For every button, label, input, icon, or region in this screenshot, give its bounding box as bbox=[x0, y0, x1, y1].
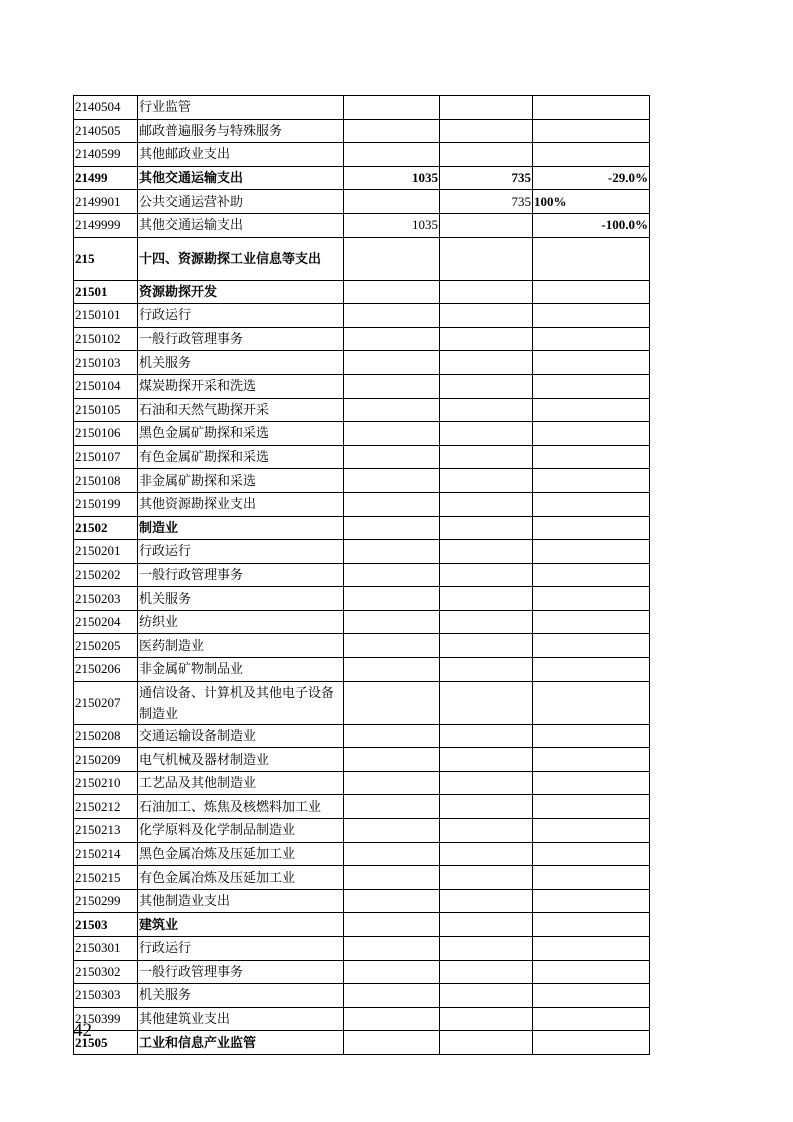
table-row bbox=[74, 166, 650, 190]
row-name-cell: 公共交通运营补助 bbox=[138, 190, 344, 214]
row-name-cell: 行政运行 bbox=[138, 540, 344, 564]
row-value-1-cell bbox=[344, 866, 440, 890]
row-code-cell: 2150208 bbox=[74, 724, 138, 748]
row-name-cell: 机关服务 bbox=[138, 984, 344, 1008]
row-code-cell: 2150202 bbox=[74, 563, 138, 587]
row-value-2-cell bbox=[440, 658, 533, 682]
row-value-2-cell bbox=[440, 748, 533, 772]
row-name-cell: 工业和信息产业监管 bbox=[138, 1031, 344, 1055]
table-row bbox=[74, 190, 650, 214]
row-code-cell: 2150102 bbox=[74, 327, 138, 351]
row-code-cell: 2150203 bbox=[74, 587, 138, 611]
row-value-1-cell bbox=[344, 658, 440, 682]
row-change-cell: -29.0% bbox=[533, 166, 650, 190]
row-value-1-cell bbox=[344, 540, 440, 564]
row-change-cell bbox=[533, 748, 650, 772]
row-value-2-cell bbox=[440, 469, 533, 493]
row-change-cell bbox=[533, 563, 650, 587]
row-change-cell bbox=[533, 237, 650, 280]
row-name-cell: 建筑业 bbox=[138, 913, 344, 937]
row-code-cell: 2150204 bbox=[74, 610, 138, 634]
row-name-cell: 黑色金属冶炼及压延加工业 bbox=[138, 842, 344, 866]
row-value-2-cell bbox=[440, 587, 533, 611]
row-name-cell: 非金属矿勘探和采选 bbox=[138, 469, 344, 493]
row-name-cell: 一般行政管理事务 bbox=[138, 563, 344, 587]
row-value-2-cell bbox=[440, 1007, 533, 1031]
row-change-cell bbox=[533, 445, 650, 469]
row-code-cell: 2150214 bbox=[74, 842, 138, 866]
row-value-1-cell bbox=[344, 492, 440, 516]
table-row bbox=[74, 398, 650, 422]
row-value-1-cell bbox=[344, 819, 440, 843]
row-name-cell: 资源勘探开发 bbox=[138, 280, 344, 304]
row-code-cell: 2150206 bbox=[74, 658, 138, 682]
row-value-2-cell bbox=[440, 280, 533, 304]
row-name-cell: 其他交通运输支出 bbox=[138, 166, 344, 190]
table-row bbox=[74, 587, 650, 611]
row-name-cell: 其他邮政业支出 bbox=[138, 143, 344, 167]
row-value-1-cell bbox=[344, 516, 440, 540]
row-change-cell bbox=[533, 937, 650, 961]
row-value-1-cell bbox=[344, 190, 440, 214]
row-code-cell: 2150399 bbox=[74, 1007, 138, 1031]
row-change-cell bbox=[533, 1007, 650, 1031]
row-name-cell: 有色金属冶炼及压延加工业 bbox=[138, 866, 344, 890]
row-name-cell: 行政运行 bbox=[138, 304, 344, 328]
row-name-cell: 十四、资源勘探工业信息等支出 bbox=[138, 237, 344, 280]
row-name-cell: 工艺品及其他制造业 bbox=[138, 771, 344, 795]
row-value-2-cell bbox=[440, 724, 533, 748]
row-name-cell: 通信设备、计算机及其他电子设备制造业 bbox=[138, 681, 344, 724]
row-change-cell bbox=[533, 819, 650, 843]
row-code-cell: 2150205 bbox=[74, 634, 138, 658]
table-row bbox=[74, 658, 650, 682]
row-value-2-cell bbox=[440, 866, 533, 890]
table-row bbox=[74, 795, 650, 819]
row-value-2-cell bbox=[440, 445, 533, 469]
table-row bbox=[74, 237, 650, 280]
row-value-1-cell bbox=[344, 634, 440, 658]
row-code-cell: 2150209 bbox=[74, 748, 138, 772]
row-value-1-cell bbox=[344, 563, 440, 587]
row-name-cell: 邮政普遍服务与特殊服务 bbox=[138, 119, 344, 143]
row-change-cell bbox=[533, 913, 650, 937]
row-value-2-cell bbox=[440, 1031, 533, 1055]
row-name-cell: 行政运行 bbox=[138, 937, 344, 961]
row-value-2-cell bbox=[440, 795, 533, 819]
row-value-1-cell bbox=[344, 771, 440, 795]
row-value-2-cell bbox=[440, 937, 533, 961]
row-value-2-cell: 735 bbox=[440, 166, 533, 190]
table-row bbox=[74, 610, 650, 634]
row-value-1-cell bbox=[344, 422, 440, 446]
row-value-1-cell bbox=[344, 795, 440, 819]
row-value-1-cell bbox=[344, 445, 440, 469]
row-value-2-cell bbox=[440, 143, 533, 167]
row-code-cell: 2149901 bbox=[74, 190, 138, 214]
table-row bbox=[74, 119, 650, 143]
row-change-cell: 100% bbox=[533, 190, 650, 214]
row-value-2-cell: 735 bbox=[440, 190, 533, 214]
row-name-cell: 纺织业 bbox=[138, 610, 344, 634]
row-value-1-cell bbox=[344, 960, 440, 984]
row-change-cell bbox=[533, 960, 650, 984]
budget-table bbox=[73, 95, 650, 1055]
row-value-1-cell bbox=[344, 398, 440, 422]
table-row bbox=[74, 492, 650, 516]
row-code-cell: 2150106 bbox=[74, 422, 138, 446]
row-value-1-cell bbox=[344, 119, 440, 143]
row-code-cell: 215 bbox=[74, 237, 138, 280]
row-value-2-cell bbox=[440, 398, 533, 422]
row-value-1-cell bbox=[344, 984, 440, 1008]
row-value-2-cell bbox=[440, 351, 533, 375]
table-row bbox=[74, 913, 650, 937]
row-code-cell: 21503 bbox=[74, 913, 138, 937]
row-code-cell: 2150212 bbox=[74, 795, 138, 819]
row-value-1-cell bbox=[344, 913, 440, 937]
row-change-cell bbox=[533, 304, 650, 328]
row-code-cell: 2149999 bbox=[74, 213, 138, 237]
table-row bbox=[74, 937, 650, 961]
table-row bbox=[74, 842, 650, 866]
row-value-1-cell bbox=[344, 304, 440, 328]
row-value-2-cell bbox=[440, 422, 533, 446]
table-row bbox=[74, 771, 650, 795]
row-change-cell bbox=[533, 771, 650, 795]
table-row bbox=[74, 445, 650, 469]
row-code-cell: 2150103 bbox=[74, 351, 138, 375]
row-code-cell: 2150207 bbox=[74, 681, 138, 724]
row-code-cell: 2150210 bbox=[74, 771, 138, 795]
table-row bbox=[74, 819, 650, 843]
table-row bbox=[74, 1007, 650, 1031]
row-value-2-cell bbox=[440, 681, 533, 724]
row-code-cell: 2150105 bbox=[74, 398, 138, 422]
row-name-cell: 制造业 bbox=[138, 516, 344, 540]
row-name-cell: 有色金属矿勘探和采选 bbox=[138, 445, 344, 469]
row-code-cell: 2150302 bbox=[74, 960, 138, 984]
row-value-2-cell bbox=[440, 213, 533, 237]
row-change-cell bbox=[533, 842, 650, 866]
table-row bbox=[74, 143, 650, 167]
row-change-cell bbox=[533, 96, 650, 120]
row-change-cell bbox=[533, 681, 650, 724]
row-change-cell bbox=[533, 658, 650, 682]
row-value-2-cell bbox=[440, 913, 533, 937]
row-change-cell bbox=[533, 724, 650, 748]
row-value-1-cell bbox=[344, 889, 440, 913]
row-code-cell: 2150107 bbox=[74, 445, 138, 469]
row-name-cell: 其他资源勘探业支出 bbox=[138, 492, 344, 516]
row-value-2-cell bbox=[440, 819, 533, 843]
row-code-cell: 2140504 bbox=[74, 96, 138, 120]
row-value-1-cell bbox=[344, 842, 440, 866]
row-name-cell: 石油和天然气勘探开采 bbox=[138, 398, 344, 422]
row-value-2-cell bbox=[440, 610, 533, 634]
row-value-2-cell bbox=[440, 237, 533, 280]
row-value-1-cell bbox=[344, 1007, 440, 1031]
row-value-2-cell bbox=[440, 119, 533, 143]
table-row bbox=[74, 96, 650, 120]
row-code-cell: 2150201 bbox=[74, 540, 138, 564]
row-name-cell: 医药制造业 bbox=[138, 634, 344, 658]
row-change-cell: -100.0% bbox=[533, 213, 650, 237]
row-code-cell: 2150299 bbox=[74, 889, 138, 913]
row-value-1-cell bbox=[344, 143, 440, 167]
row-code-cell: 2150108 bbox=[74, 469, 138, 493]
table-row bbox=[74, 1031, 650, 1055]
row-name-cell: 一般行政管理事务 bbox=[138, 327, 344, 351]
row-name-cell: 化学原料及化学制品制造业 bbox=[138, 819, 344, 843]
row-change-cell bbox=[533, 280, 650, 304]
row-change-cell bbox=[533, 469, 650, 493]
row-change-cell bbox=[533, 119, 650, 143]
row-code-cell: 2150101 bbox=[74, 304, 138, 328]
row-name-cell: 非金属矿物制品业 bbox=[138, 658, 344, 682]
table-row bbox=[74, 469, 650, 493]
row-code-cell: 2150215 bbox=[74, 866, 138, 890]
row-name-cell: 石油加工、炼焦及核燃料加工业 bbox=[138, 795, 344, 819]
row-value-2-cell bbox=[440, 842, 533, 866]
row-value-2-cell bbox=[440, 540, 533, 564]
row-value-2-cell bbox=[440, 492, 533, 516]
row-value-1-cell: 1035 bbox=[344, 166, 440, 190]
row-value-2-cell bbox=[440, 984, 533, 1008]
row-change-cell bbox=[533, 398, 650, 422]
table-row bbox=[74, 327, 650, 351]
table-row bbox=[74, 681, 650, 724]
row-code-cell: 21505 bbox=[74, 1031, 138, 1055]
row-change-cell bbox=[533, 351, 650, 375]
row-value-1-cell bbox=[344, 748, 440, 772]
table-row bbox=[74, 984, 650, 1008]
row-change-cell bbox=[533, 587, 650, 611]
row-name-cell: 其他制造业支出 bbox=[138, 889, 344, 913]
row-value-2-cell bbox=[440, 516, 533, 540]
row-value-1-cell bbox=[344, 96, 440, 120]
row-value-2-cell bbox=[440, 374, 533, 398]
row-change-cell bbox=[533, 610, 650, 634]
table-row bbox=[74, 280, 650, 304]
table-row bbox=[74, 563, 650, 587]
row-name-cell: 黑色金属矿勘探和采选 bbox=[138, 422, 344, 446]
row-value-2-cell bbox=[440, 563, 533, 587]
row-name-cell: 机关服务 bbox=[138, 351, 344, 375]
row-value-1-cell bbox=[344, 469, 440, 493]
row-change-cell bbox=[533, 1031, 650, 1055]
table-row bbox=[74, 889, 650, 913]
row-change-cell bbox=[533, 795, 650, 819]
row-value-1-cell bbox=[344, 374, 440, 398]
row-code-cell: 21499 bbox=[74, 166, 138, 190]
table-row bbox=[74, 866, 650, 890]
table-row bbox=[74, 213, 650, 237]
row-code-cell: 21502 bbox=[74, 516, 138, 540]
row-change-cell bbox=[533, 374, 650, 398]
row-code-cell: 21501 bbox=[74, 280, 138, 304]
table-row bbox=[74, 351, 650, 375]
row-change-cell bbox=[533, 422, 650, 446]
row-change-cell bbox=[533, 634, 650, 658]
row-change-cell bbox=[533, 889, 650, 913]
row-value-1-cell bbox=[344, 1031, 440, 1055]
row-name-cell: 一般行政管理事务 bbox=[138, 960, 344, 984]
table-row bbox=[74, 748, 650, 772]
row-name-cell: 其他建筑业支出 bbox=[138, 1007, 344, 1031]
table-row bbox=[74, 304, 650, 328]
row-change-cell bbox=[533, 516, 650, 540]
row-value-1-cell bbox=[344, 327, 440, 351]
row-name-cell: 交通运输设备制造业 bbox=[138, 724, 344, 748]
row-value-1-cell bbox=[344, 937, 440, 961]
row-value-1-cell: 1035 bbox=[344, 213, 440, 237]
table-row bbox=[74, 516, 650, 540]
row-code-cell: 2140505 bbox=[74, 119, 138, 143]
table-row bbox=[74, 374, 650, 398]
row-value-1-cell bbox=[344, 610, 440, 634]
row-code-cell: 2150303 bbox=[74, 984, 138, 1008]
row-code-cell: 2140599 bbox=[74, 143, 138, 167]
row-code-cell: 2150199 bbox=[74, 492, 138, 516]
row-value-2-cell bbox=[440, 960, 533, 984]
table-row bbox=[74, 724, 650, 748]
table-row bbox=[74, 634, 650, 658]
row-value-1-cell bbox=[344, 587, 440, 611]
row-change-cell bbox=[533, 984, 650, 1008]
row-value-2-cell bbox=[440, 889, 533, 913]
row-code-cell: 2150213 bbox=[74, 819, 138, 843]
row-value-2-cell bbox=[440, 327, 533, 351]
row-code-cell: 2150301 bbox=[74, 937, 138, 961]
row-change-cell bbox=[533, 492, 650, 516]
row-value-1-cell bbox=[344, 237, 440, 280]
row-name-cell: 行业监管 bbox=[138, 96, 344, 120]
row-change-cell bbox=[533, 327, 650, 351]
table-row bbox=[74, 960, 650, 984]
row-change-cell bbox=[533, 540, 650, 564]
row-value-1-cell bbox=[344, 681, 440, 724]
row-value-1-cell bbox=[344, 351, 440, 375]
table-row bbox=[74, 540, 650, 564]
budget-table-body bbox=[74, 96, 650, 1055]
row-value-2-cell bbox=[440, 304, 533, 328]
page-number: 42 bbox=[73, 1020, 92, 1041]
row-change-cell bbox=[533, 866, 650, 890]
row-value-1-cell bbox=[344, 280, 440, 304]
row-value-2-cell bbox=[440, 96, 533, 120]
row-code-cell: 2150104 bbox=[74, 374, 138, 398]
table-row bbox=[74, 422, 650, 446]
row-value-1-cell bbox=[344, 724, 440, 748]
row-name-cell: 电气机械及器材制造业 bbox=[138, 748, 344, 772]
row-change-cell bbox=[533, 143, 650, 167]
row-name-cell: 煤炭勘探开采和洗选 bbox=[138, 374, 344, 398]
row-name-cell: 其他交通运输支出 bbox=[138, 213, 344, 237]
row-value-2-cell bbox=[440, 771, 533, 795]
row-name-cell: 机关服务 bbox=[138, 587, 344, 611]
row-value-2-cell bbox=[440, 634, 533, 658]
